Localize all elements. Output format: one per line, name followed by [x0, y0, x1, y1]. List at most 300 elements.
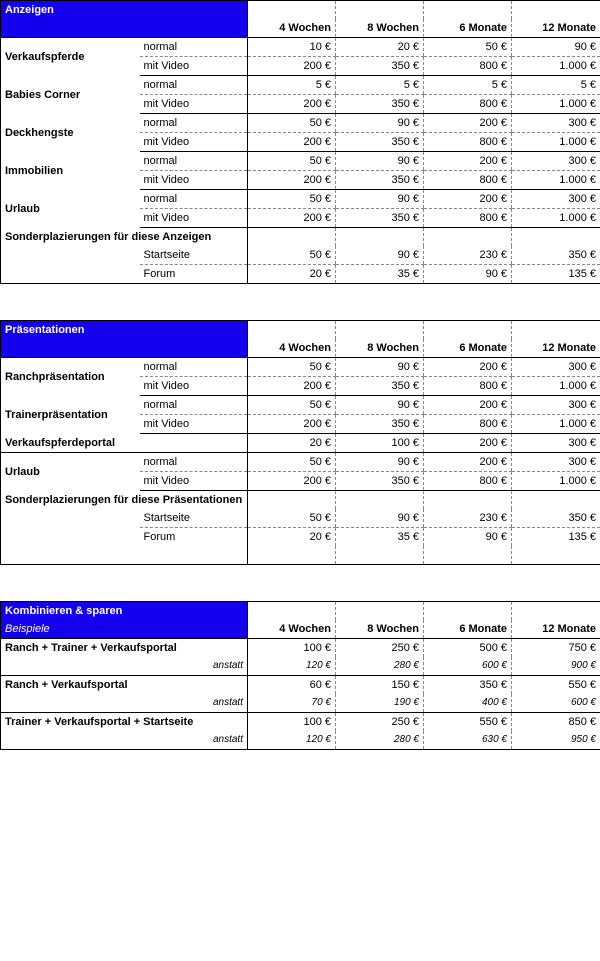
- price-cell: [248, 76, 336, 95]
- praesentationen-table: [0, 320, 600, 565]
- price-cell: [424, 265, 512, 284]
- period-header-cell: [424, 339, 512, 358]
- price: 60 €: [309, 679, 331, 691]
- price-cell: [248, 694, 336, 713]
- row-label-cell: [1, 152, 140, 190]
- praesentationen-title: Präsentationen: [5, 324, 85, 336]
- period-header-cell: [424, 620, 512, 639]
- price-cell: [512, 265, 600, 284]
- price: 200 €: [303, 418, 331, 430]
- table-row: [1, 396, 600, 415]
- anstatt-label: anstatt: [212, 734, 243, 745]
- price: 800 €: [479, 212, 507, 224]
- price-cell: [336, 76, 424, 95]
- table-row: [1, 38, 600, 57]
- price-cell: [424, 415, 512, 434]
- anzeigen-title: Anzeigen: [5, 4, 54, 16]
- price-cell: [336, 639, 424, 658]
- variant-label: normal: [143, 117, 178, 129]
- price-cell: [336, 377, 424, 396]
- price-cell: [336, 676, 424, 695]
- price-cell: [424, 95, 512, 114]
- price-cell: [512, 190, 600, 209]
- price-cell: [424, 171, 512, 190]
- empty-cell: [336, 491, 424, 510]
- price-cell: [248, 415, 336, 434]
- price-cell: [248, 358, 336, 377]
- price: 500 €: [479, 642, 507, 654]
- kombinieren-title-cell: [1, 602, 140, 621]
- price-cell: [512, 133, 600, 152]
- price: 150 €: [391, 679, 419, 691]
- price: 135 €: [568, 268, 596, 280]
- price: 50 €: [309, 117, 331, 129]
- empty-cell: [512, 228, 600, 247]
- price: 1.000 €: [559, 98, 596, 110]
- price-cell: [512, 57, 600, 76]
- spacer-row: [0, 284, 600, 302]
- price: 200 €: [303, 98, 331, 110]
- table-row: [1, 528, 600, 547]
- price-cell: [248, 246, 336, 265]
- table-row: [1, 713, 600, 732]
- price-cell: [512, 713, 600, 732]
- variant-label-cell: [140, 152, 248, 171]
- variant-label-cell: [140, 453, 248, 472]
- price-cell: [248, 114, 336, 133]
- table-row: [1, 676, 600, 695]
- anzeigen-header-row: [1, 1, 600, 20]
- empty-cell: [140, 339, 248, 358]
- price-cell: [512, 246, 600, 265]
- kombinieren-table: [0, 601, 600, 750]
- price-cell: [512, 76, 600, 95]
- combo-label: Ranch + Trainer + Verkaufsportal: [5, 642, 177, 654]
- empty-cell: [140, 546, 248, 565]
- variant-label: normal: [143, 361, 178, 373]
- price: 800 €: [479, 60, 507, 72]
- variant-label-cell: [140, 377, 248, 396]
- instead-price: 190 €: [393, 697, 419, 708]
- price: 350 €: [391, 380, 419, 392]
- row-label: Verkaufspferdeportal: [5, 436, 116, 449]
- row-label-cell: [1, 434, 140, 453]
- price: 300 €: [568, 399, 596, 411]
- price: 350 €: [479, 679, 507, 691]
- variant-label-cell: [140, 358, 248, 377]
- price: 50 €: [309, 193, 331, 205]
- price: 200 €: [479, 361, 507, 373]
- price: 50 €: [485, 41, 507, 53]
- variant-label-cell: [140, 38, 248, 57]
- price: 50 €: [309, 249, 331, 261]
- price-cell: [512, 509, 600, 528]
- spacer-cell: [0, 565, 600, 583]
- row-label-cell: [1, 76, 140, 114]
- empty-cell: [336, 546, 424, 565]
- price: 800 €: [479, 418, 507, 430]
- table-row-instead: [1, 694, 600, 713]
- price: 5 €: [403, 79, 419, 91]
- anstatt-label-cell: [1, 731, 248, 750]
- praesentationen-title-cell: [1, 321, 140, 340]
- row-label: Urlaub: [5, 465, 40, 478]
- period-label-4w: 4 Wochen: [279, 342, 331, 354]
- period-label-6m: 6 Monate: [459, 623, 507, 635]
- period-header-cell: [248, 620, 336, 639]
- empty-cell: [248, 546, 336, 565]
- empty-cell: [248, 491, 336, 510]
- price: 200 €: [479, 399, 507, 411]
- empty-cell: [140, 620, 248, 639]
- price-cell: [336, 509, 424, 528]
- price: 300 €: [568, 456, 596, 468]
- anzeigen-period-row: [1, 19, 600, 38]
- combo-label: Ranch + Verkaufsportal: [5, 679, 128, 691]
- row-label-cell: [1, 190, 140, 228]
- price-cell: [424, 209, 512, 228]
- table-row-instead: [1, 731, 600, 750]
- price-cell: [424, 453, 512, 472]
- empty-cell: [424, 228, 512, 247]
- period-header-cell: [512, 19, 600, 38]
- empty-cell: [424, 602, 512, 621]
- empty-cell: [336, 321, 424, 340]
- price: 50 €: [309, 399, 331, 411]
- variant-label: mit Video: [143, 475, 190, 487]
- row-label: Deckhengste: [5, 126, 74, 139]
- price-cell: [336, 152, 424, 171]
- price-cell: [336, 57, 424, 76]
- price: 90 €: [397, 361, 419, 373]
- price-cell: [512, 657, 600, 676]
- instead-price: 280 €: [393, 734, 419, 745]
- period-header-cell: [512, 339, 600, 358]
- combo-label-cell: [1, 639, 248, 658]
- price-cell: [424, 639, 512, 658]
- kombinieren-period-row: [1, 620, 600, 639]
- price-cell: [424, 509, 512, 528]
- price: 1.000 €: [559, 418, 596, 430]
- price-cell: [424, 133, 512, 152]
- price: 5 €: [315, 79, 331, 91]
- price: 90 €: [397, 249, 419, 261]
- price-cell: [424, 676, 512, 695]
- empty-cell: [336, 602, 424, 621]
- price-cell: [424, 472, 512, 491]
- price: 200 €: [479, 155, 507, 167]
- price: 35 €: [397, 268, 419, 280]
- price-cell: [512, 377, 600, 396]
- price-cell: [424, 377, 512, 396]
- variant-label-cell: [140, 209, 248, 228]
- price: 750 €: [568, 642, 596, 654]
- price: 200 €: [479, 193, 507, 205]
- price: 200 €: [303, 174, 331, 186]
- kombinieren-header-blank: [140, 602, 248, 621]
- instead-price: 900 €: [570, 660, 596, 671]
- anzeigen-header-sp2: [336, 1, 424, 20]
- empty-cell: [424, 546, 512, 565]
- table-row: [1, 453, 600, 472]
- price: 5 €: [491, 79, 507, 91]
- price: 350 €: [391, 174, 419, 186]
- period-header-cell: [336, 19, 424, 38]
- anstatt-label: anstatt: [212, 697, 243, 708]
- price-cell: [512, 114, 600, 133]
- price: 200 €: [303, 60, 331, 72]
- spacer-cell: [0, 302, 600, 320]
- variant-label-cell: [140, 114, 248, 133]
- anzeigen-header-sp1: [248, 1, 336, 20]
- spacer-cell: [0, 284, 600, 302]
- period-label-12m: 12 Monate: [542, 623, 596, 635]
- price-cell: [248, 265, 336, 284]
- spacer-row: [0, 565, 600, 583]
- anstatt-label-cell: [1, 657, 248, 676]
- price-cell: [248, 152, 336, 171]
- price-cell: [424, 396, 512, 415]
- price-cell: [248, 133, 336, 152]
- price-cell: [512, 95, 600, 114]
- empty-cell: [512, 321, 600, 340]
- price-cell: [336, 731, 424, 750]
- price-cell: [336, 713, 424, 732]
- price-cell: [336, 396, 424, 415]
- price: 135 €: [568, 531, 596, 543]
- period-header-cell: [336, 620, 424, 639]
- price: 350 €: [391, 212, 419, 224]
- empty-cell: [248, 321, 336, 340]
- variant-label: normal: [143, 155, 178, 167]
- row-label: Trainerpräsentation: [5, 408, 108, 421]
- variant-label-cell: [140, 434, 248, 453]
- price: 90 €: [397, 512, 419, 524]
- price: 300 €: [568, 117, 596, 129]
- price-cell: [336, 38, 424, 57]
- variant-label: Forum: [143, 531, 176, 543]
- kombinieren-title: Kombinieren & sparen: [5, 605, 123, 617]
- anstatt-label-cell: [1, 694, 248, 713]
- variant-label-cell: [140, 95, 248, 114]
- price-cell: [512, 38, 600, 57]
- price-cell: [424, 713, 512, 732]
- spacer-cell: [0, 583, 600, 601]
- price-cell: [248, 639, 336, 658]
- variant-label: normal: [143, 193, 178, 205]
- variant-label-cell: [140, 528, 248, 547]
- table-row: [1, 246, 600, 265]
- price: 300 €: [568, 155, 596, 167]
- price-cell: [248, 528, 336, 547]
- period-label-6m: 6 Monate: [459, 22, 507, 34]
- combo-label: Trainer + Verkaufsportal + Startseite: [5, 716, 194, 728]
- empty-cell: [424, 321, 512, 340]
- price: 800 €: [479, 380, 507, 392]
- price: 350 €: [391, 136, 419, 148]
- price-cell: [248, 209, 336, 228]
- spacer-row: [0, 583, 600, 601]
- variant-label-cell: [140, 57, 248, 76]
- price: 10 €: [309, 41, 331, 53]
- price-cell: [336, 657, 424, 676]
- price-cell: [512, 694, 600, 713]
- price-cell: [424, 731, 512, 750]
- price: 20 €: [397, 41, 419, 53]
- variant-label: [140, 434, 248, 452]
- price-cell: [248, 713, 336, 732]
- praesentationen-period-row: [1, 339, 600, 358]
- table-row: [1, 639, 600, 658]
- anzeigen-title-cell-2: [1, 19, 140, 38]
- price-cell: [336, 246, 424, 265]
- period-label-8w: 8 Wochen: [367, 623, 419, 635]
- price: 5 €: [580, 79, 596, 91]
- variant-label: mit Video: [143, 174, 190, 186]
- variant-label: mit Video: [143, 60, 190, 72]
- period-header-cell: [336, 339, 424, 358]
- table-row: [1, 76, 600, 95]
- price: 800 €: [479, 98, 507, 110]
- anzeigen-header-sp4: [512, 1, 600, 20]
- variant-label-cell: [140, 415, 248, 434]
- price-cell: [248, 57, 336, 76]
- period-header-cell: [424, 19, 512, 38]
- variant-label-cell: [140, 133, 248, 152]
- row-label-cell: [1, 358, 140, 396]
- period-label-6m: 6 Monate: [459, 342, 507, 354]
- price: 800 €: [479, 136, 507, 148]
- empty-cell: [1, 265, 140, 284]
- price: 350 €: [391, 418, 419, 430]
- row-label-cell: [1, 38, 140, 76]
- special-label-cell: [1, 491, 248, 510]
- price-cell: [336, 114, 424, 133]
- period-label-12m: 12 Monate: [542, 22, 596, 34]
- price-cell: [336, 133, 424, 152]
- period-label-4w: 4 Wochen: [279, 22, 331, 34]
- price: 20 €: [309, 531, 331, 543]
- period-label-8w: 8 Wochen: [367, 22, 419, 34]
- table-row: [1, 509, 600, 528]
- instead-price: 120 €: [305, 734, 331, 745]
- anzeigen-blank-2: [140, 19, 248, 38]
- price-cell: [248, 38, 336, 57]
- price: 550 €: [479, 716, 507, 728]
- table-row: [1, 265, 600, 284]
- row-label: Verkaufspferde: [5, 50, 85, 63]
- variant-label: Forum: [143, 268, 176, 280]
- variant-label: normal: [143, 41, 178, 53]
- table-row: [1, 190, 600, 209]
- table-row: [1, 358, 600, 377]
- period-header-cell: [248, 19, 336, 38]
- period-header-cell: [248, 339, 336, 358]
- price-cell: [424, 57, 512, 76]
- kombinieren-subtitle: Beispiele: [5, 623, 50, 635]
- price-cell: [248, 731, 336, 750]
- variant-label-cell: [140, 396, 248, 415]
- period-label-8w: 8 Wochen: [367, 342, 419, 354]
- variant-label-cell: [140, 246, 248, 265]
- variant-label-cell: [140, 190, 248, 209]
- price-cell: [512, 152, 600, 171]
- empty-cell: [512, 546, 600, 565]
- price-cell: [424, 694, 512, 713]
- price-cell: [248, 171, 336, 190]
- price: 350 €: [391, 475, 419, 487]
- price-cell: [336, 190, 424, 209]
- empty-cell: [512, 491, 600, 510]
- price-cell: [248, 377, 336, 396]
- price-cell: [248, 472, 336, 491]
- price-cell: [424, 246, 512, 265]
- price-cell: [336, 528, 424, 547]
- price-cell: [512, 528, 600, 547]
- price: 550 €: [568, 679, 596, 691]
- price: 90 €: [397, 456, 419, 468]
- price: 1.000 €: [559, 136, 596, 148]
- variant-label: normal: [143, 456, 178, 468]
- anzeigen-header-blank: [140, 1, 248, 20]
- price: 200 €: [303, 212, 331, 224]
- praesentationen-header-blank: [140, 321, 248, 340]
- price-cell: [248, 95, 336, 114]
- table-row: [1, 434, 600, 453]
- price-cell: [336, 265, 424, 284]
- praesentationen-header-row: [1, 321, 600, 340]
- special-placement-row: [1, 491, 600, 510]
- table-row-empty: [1, 546, 600, 565]
- price: 350 €: [568, 512, 596, 524]
- price: 300 €: [568, 193, 596, 205]
- special-label: Sonderplazierungen für diese Präsentationen: [5, 494, 243, 506]
- price-cell: [512, 434, 600, 453]
- instead-price: 630 €: [481, 734, 507, 745]
- price: 100 €: [303, 642, 331, 654]
- price: 1.000 €: [559, 380, 596, 392]
- anzeigen-header-sp3: [424, 1, 512, 20]
- price-cell: [512, 171, 600, 190]
- spacer-row: [0, 302, 600, 320]
- price-cell: [336, 472, 424, 491]
- price-cell: [512, 472, 600, 491]
- price: 350 €: [391, 98, 419, 110]
- price-cell: [248, 396, 336, 415]
- price-cell: [248, 509, 336, 528]
- variant-label: mit Video: [143, 418, 190, 430]
- empty-cell: [1, 339, 140, 358]
- variant-label-cell: [140, 171, 248, 190]
- price-cell: [512, 639, 600, 658]
- variant-label-cell: [140, 76, 248, 95]
- price: 250 €: [391, 716, 419, 728]
- empty-cell: [336, 228, 424, 247]
- price: 90 €: [397, 117, 419, 129]
- price-cell: [512, 209, 600, 228]
- price: 90 €: [485, 268, 507, 280]
- price: 200 €: [479, 117, 507, 129]
- price: 300 €: [568, 437, 596, 449]
- price: 230 €: [479, 249, 507, 261]
- variant-label: normal: [143, 399, 178, 411]
- price: 90 €: [574, 41, 596, 53]
- price: 1.000 €: [559, 475, 596, 487]
- variant-label-cell: [140, 509, 248, 528]
- anzeigen-table: [0, 0, 600, 284]
- period-label-4w: 4 Wochen: [279, 623, 331, 635]
- price-cell: [336, 415, 424, 434]
